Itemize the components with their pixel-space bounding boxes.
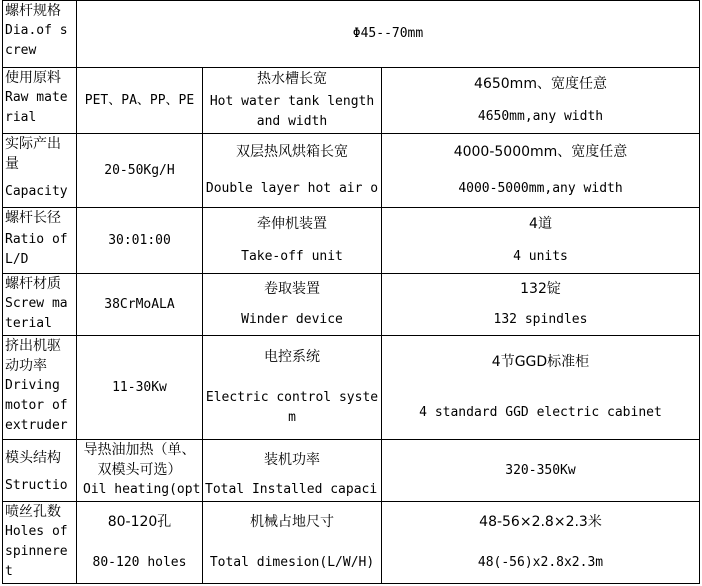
item-zh: 牵伸机装置 — [257, 216, 327, 233]
label-screw-spec — [2, 0, 77, 68]
item-hot-air-oven — [203, 134, 382, 208]
item-zh: 机械占地尺寸 — [250, 514, 334, 531]
spec-winder-device — [382, 274, 700, 336]
item-installed-capacity — [203, 440, 382, 502]
label-zh: 喷丝孔数 — [5, 504, 61, 520]
spec-en: 4 units — [513, 248, 568, 264]
spec-zh: 48-56×2.8×2.3米 — [479, 514, 602, 531]
label-zh: 使用原料 — [5, 70, 61, 86]
item-zh: 卷取装置 — [264, 281, 320, 298]
label-zh: 螺杆长径 — [5, 210, 61, 226]
item-en: Total Installed capaci — [205, 482, 378, 497]
spec-electric-control — [382, 336, 700, 440]
value-spinneret-holes — [77, 502, 203, 584]
value-en: Oil heating(opt — [83, 482, 201, 497]
value-screw-material — [77, 274, 203, 336]
spec-en: 4650mm,any width — [477, 108, 604, 124]
item-en: Double layer hot air o — [205, 180, 379, 196]
spec-zh: 4000-5000mm、宽度任意 — [453, 144, 628, 161]
label-zh: 模头结构 — [5, 450, 61, 466]
spec-en: 48(-56)x2.8x2.3m — [477, 554, 604, 570]
item-hot-water-tank — [203, 68, 382, 134]
value-ratio-ld — [77, 208, 203, 274]
item-zh: 电控系统 — [264, 348, 320, 365]
label-en: Dia.of screw — [5, 23, 68, 58]
value-text: 20-50Kg/H — [104, 162, 175, 178]
label-ratio-ld — [2, 208, 77, 274]
value-text: PET、PA、PP、PE — [84, 92, 195, 108]
label-en: Screw material — [5, 296, 68, 331]
item-take-off-unit — [203, 208, 382, 274]
value-text: 38CrMoALA — [104, 296, 175, 312]
item-winder-device — [203, 274, 382, 336]
label-raw-material — [2, 68, 77, 134]
spec-machine-dimension — [382, 502, 700, 584]
spec-hot-water-tank — [382, 68, 700, 134]
spec-zh: 4节GGD标准柜 — [491, 353, 590, 370]
value-en: 80-120 holes — [92, 554, 187, 570]
item-zh: 热水槽长宽 — [257, 71, 327, 88]
item-zh: 装机功率 — [264, 452, 320, 468]
value-text: Φ45--70mm — [352, 26, 424, 41]
value-text: 11-30Kw — [112, 379, 167, 395]
item-en: Winder device — [241, 311, 343, 327]
value-die-structure — [77, 440, 203, 502]
label-capacity — [2, 134, 77, 208]
value-capacity — [77, 134, 203, 208]
spec-text: 320-350Kw — [505, 462, 576, 478]
item-en: Take-off unit — [241, 248, 343, 264]
spec-zh: 4650mm、宽度任意 — [474, 76, 607, 93]
label-en: Capacity — [5, 184, 68, 199]
label-zh: 实际产出量 — [5, 136, 61, 172]
item-electric-control — [203, 336, 382, 440]
label-zh: 螺杆规格 — [5, 3, 61, 19]
label-en: Ratio of L/D — [5, 232, 68, 267]
label-zh: 挤出机驱动功率 — [5, 338, 61, 374]
item-en: Hot water tank length and width — [209, 93, 375, 129]
item-machine-dimension — [203, 502, 382, 584]
spec-installed-capacity — [382, 440, 700, 502]
spec-en: 132 spindles — [493, 311, 588, 327]
label-en: Holes of spinneret — [5, 524, 68, 579]
label-en: Structio — [5, 478, 68, 493]
value-driving-motor — [77, 336, 203, 440]
label-die-structure — [2, 440, 77, 502]
label-en: Raw material — [5, 90, 68, 125]
spec-en: 4000-5000mm,any width — [458, 180, 623, 196]
value-zh: 导热油加热（单、双模头可选） — [83, 442, 196, 478]
spec-en: 4 standard GGD electric cabinet — [419, 405, 662, 421]
value-screw-spec — [77, 0, 700, 68]
label-spinneret-holes — [2, 502, 77, 584]
value-raw-material — [77, 68, 203, 134]
item-en: Total dimesion(L/W/H) — [209, 554, 375, 570]
item-en: Electric control system — [205, 390, 379, 426]
spec-take-off-unit — [382, 208, 700, 274]
label-en: Driving motor of extruder — [5, 378, 68, 433]
spec-zh: 4道 — [529, 216, 552, 233]
label-zh: 螺杆材质 — [5, 276, 61, 292]
item-zh: 双层热风烘箱长宽 — [236, 144, 348, 161]
spec-zh: 132锭 — [520, 281, 561, 298]
label-screw-material — [2, 274, 77, 336]
value-text: 30:01:00 — [108, 232, 171, 248]
value-zh: 80-120孔 — [107, 514, 172, 531]
spec-hot-air-oven — [382, 134, 700, 208]
label-driving-motor — [2, 336, 77, 440]
